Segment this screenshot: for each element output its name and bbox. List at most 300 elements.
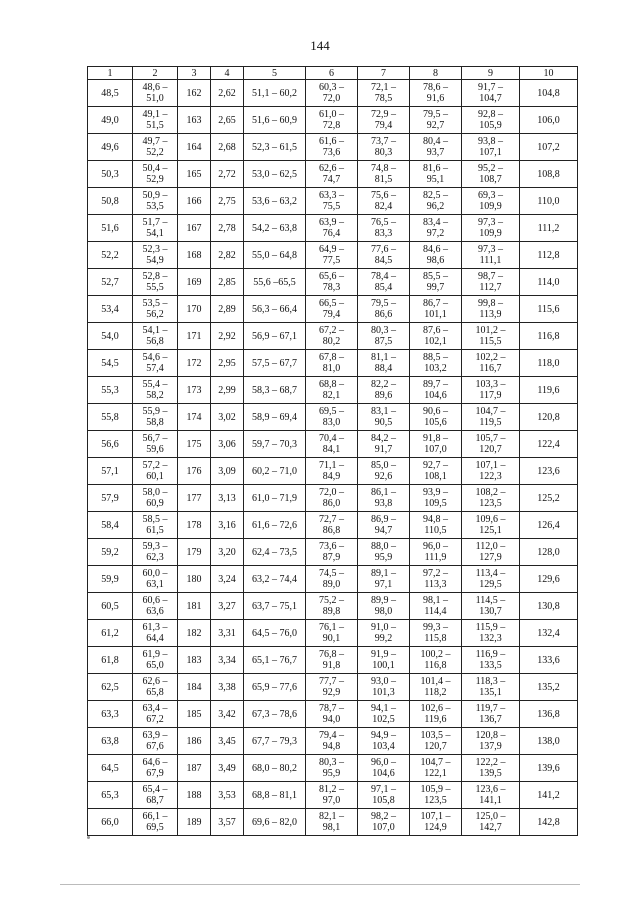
table-cell bbox=[133, 782, 178, 809]
cell-text: 80,2 bbox=[322, 336, 341, 347]
cell-text: 97,1 bbox=[374, 579, 393, 590]
table-cell bbox=[358, 485, 410, 512]
cell-text: 82,4 bbox=[374, 201, 393, 212]
table-cell bbox=[88, 512, 133, 539]
table-cell bbox=[520, 809, 578, 836]
table-cell bbox=[88, 458, 133, 485]
table-cell bbox=[133, 701, 178, 728]
cell-text: 63,2 – 74,4 bbox=[252, 573, 297, 585]
cell-text: 85,4 bbox=[374, 282, 393, 293]
cell-text: 74,7 bbox=[322, 174, 341, 185]
table-cell bbox=[178, 350, 211, 377]
table-row bbox=[88, 458, 578, 485]
table-cell bbox=[178, 512, 211, 539]
cell-text: 77,7 – bbox=[319, 676, 344, 687]
table-cell bbox=[306, 647, 358, 674]
cell-text: 98,6 bbox=[426, 255, 445, 266]
table-cell bbox=[178, 161, 211, 188]
cell-text: 125,0 – bbox=[475, 811, 506, 822]
cell-text: 174 bbox=[186, 411, 202, 423]
table-cell bbox=[462, 458, 520, 485]
cell-text: 60,1 bbox=[146, 471, 164, 482]
table-cell bbox=[133, 188, 178, 215]
table-cell bbox=[358, 512, 410, 539]
table-cell bbox=[133, 512, 178, 539]
cell-text: 105,8 bbox=[372, 795, 395, 806]
table-cell bbox=[306, 323, 358, 350]
cell-text: 62,6 – bbox=[319, 163, 344, 174]
cell-text: 138,0 bbox=[537, 735, 560, 747]
cell-text: 88,4 bbox=[374, 363, 393, 374]
cell-text: 89,7 – bbox=[423, 379, 448, 390]
table-cell bbox=[133, 269, 178, 296]
cell-text: 52,3 – 61,5 bbox=[252, 141, 297, 153]
cell-text: 2,62 bbox=[218, 87, 236, 99]
cell-text: 54,1 – bbox=[142, 325, 168, 336]
column-header: 2 bbox=[133, 67, 178, 80]
table-cell bbox=[462, 782, 520, 809]
table-cell bbox=[133, 134, 178, 161]
table-cell bbox=[410, 134, 462, 161]
table-row bbox=[88, 809, 578, 836]
cell-text: 101,2 – bbox=[475, 325, 506, 336]
cell-text: 50,4 – bbox=[142, 163, 168, 174]
table-cell bbox=[178, 620, 211, 647]
cell-text: 86,1 – bbox=[371, 487, 396, 498]
table-cell bbox=[306, 809, 358, 836]
cell-text: 90,6 – bbox=[423, 406, 448, 417]
table-cell bbox=[462, 134, 520, 161]
cell-text: 111,2 bbox=[537, 222, 560, 234]
cell-text: 91,6 bbox=[426, 93, 445, 104]
table-cell bbox=[520, 647, 578, 674]
table-cell bbox=[88, 134, 133, 161]
cell-text: 73,7 – bbox=[371, 136, 396, 147]
cell-text: 80,3 bbox=[374, 147, 393, 158]
table-cell bbox=[244, 647, 306, 674]
cell-text: 73,6 – bbox=[319, 541, 344, 552]
table-cell bbox=[462, 161, 520, 188]
cell-text: 50,9 – bbox=[142, 190, 168, 201]
cell-text: 92,6 bbox=[374, 471, 393, 482]
cell-text: 68,7 bbox=[146, 795, 164, 806]
table-row bbox=[88, 161, 578, 188]
cell-text: 94,8 bbox=[322, 741, 341, 752]
cell-text: 52,7 bbox=[101, 276, 119, 288]
cell-text: 85,5 – bbox=[423, 271, 448, 282]
table-cell bbox=[410, 107, 462, 134]
cell-text: 75,2 – bbox=[319, 595, 344, 606]
cell-text: 91,0 – bbox=[371, 622, 396, 633]
cell-text: 62,3 bbox=[146, 552, 164, 563]
table-row bbox=[88, 188, 578, 215]
cell-text: 94,0 bbox=[322, 714, 341, 725]
column-header: 8 bbox=[410, 67, 462, 80]
cell-text: 55,0 – 64,8 bbox=[252, 249, 297, 261]
cell-text: 113,4 – bbox=[475, 568, 506, 579]
table-cell bbox=[88, 755, 133, 782]
cell-text: 104,7 – bbox=[420, 757, 451, 768]
table-cell bbox=[88, 215, 133, 242]
cell-text: 98,2 – bbox=[371, 811, 396, 822]
table-cell bbox=[133, 539, 178, 566]
cell-text: 3,27 bbox=[218, 600, 236, 612]
cell-text: 120,8 bbox=[537, 411, 560, 423]
table-cell bbox=[358, 620, 410, 647]
cell-text: 83,1 – bbox=[371, 406, 396, 417]
cell-text: 51,6 bbox=[101, 222, 119, 234]
cell-text: 120,8 – bbox=[475, 730, 506, 741]
table-cell bbox=[462, 728, 520, 755]
cell-text: 84,5 bbox=[374, 255, 393, 266]
cell-text: 55,8 bbox=[101, 411, 119, 423]
table-cell bbox=[462, 620, 520, 647]
cell-text: 115,8 bbox=[424, 633, 447, 644]
table-cell bbox=[88, 539, 133, 566]
cell-text: 80,3 – bbox=[319, 757, 344, 768]
table-cell bbox=[244, 539, 306, 566]
table-cell bbox=[358, 296, 410, 323]
cell-text: 97,1 – bbox=[371, 784, 396, 795]
table-cell bbox=[520, 539, 578, 566]
table-row bbox=[88, 404, 578, 431]
table-cell bbox=[244, 512, 306, 539]
cell-text: 101,1 bbox=[424, 309, 447, 320]
cell-text: 89,0 bbox=[322, 579, 341, 590]
cell-text: 139,6 bbox=[537, 762, 560, 774]
cell-text: 60,9 bbox=[146, 498, 164, 509]
cell-text: 76,5 – bbox=[371, 217, 396, 228]
cell-text: 55,5 bbox=[146, 282, 164, 293]
cell-text: 65,0 bbox=[146, 660, 164, 671]
cell-text: 52,8 – bbox=[142, 271, 168, 282]
table-cell bbox=[178, 377, 211, 404]
table-cell bbox=[520, 242, 578, 269]
cell-text: 56,3 – 66,4 bbox=[252, 303, 297, 315]
cell-text: 82,1 bbox=[322, 390, 341, 401]
cell-text: 78,7 – bbox=[319, 703, 344, 714]
cell-text: 187 bbox=[186, 762, 202, 774]
cell-text: 57,5 – 67,7 bbox=[252, 357, 297, 369]
cell-text: 127,9 bbox=[479, 552, 502, 563]
table-cell bbox=[358, 458, 410, 485]
cell-text: 124,9 bbox=[424, 822, 447, 833]
table-row bbox=[88, 782, 578, 809]
table-cell bbox=[520, 431, 578, 458]
table-cell bbox=[244, 620, 306, 647]
table-cell bbox=[306, 80, 358, 107]
cell-text: 96,2 bbox=[426, 201, 445, 212]
table-cell bbox=[358, 242, 410, 269]
table-cell bbox=[88, 161, 133, 188]
cell-text: 123,5 bbox=[424, 795, 447, 806]
cell-text: 98,1 – bbox=[423, 595, 448, 606]
column-header: 7 bbox=[358, 67, 410, 80]
cell-text: 79,4 bbox=[374, 120, 393, 131]
cell-text: 64,6 – bbox=[142, 757, 168, 768]
table-cell bbox=[178, 269, 211, 296]
cell-text: 97,3 – bbox=[478, 244, 503, 255]
cell-text: 112,0 – bbox=[475, 541, 506, 552]
cell-text: 63,3 bbox=[101, 708, 119, 720]
table-cell bbox=[358, 431, 410, 458]
table-cell bbox=[244, 242, 306, 269]
table-cell bbox=[244, 404, 306, 431]
table-cell bbox=[88, 593, 133, 620]
table-cell bbox=[211, 782, 244, 809]
table-cell bbox=[306, 269, 358, 296]
table-cell bbox=[133, 485, 178, 512]
cell-text: 97,2 bbox=[426, 228, 445, 239]
cell-text: 50,8 bbox=[101, 195, 119, 207]
cell-text: 120,7 bbox=[479, 444, 502, 455]
cell-text: 51,0 bbox=[146, 93, 164, 104]
cell-text: 3,09 bbox=[218, 465, 236, 477]
table-cell bbox=[133, 242, 178, 269]
cell-text: 51,7 – bbox=[142, 217, 168, 228]
cell-text: 162 bbox=[186, 87, 202, 99]
cell-text: 69,5 bbox=[146, 822, 164, 833]
cell-text: 58,5 – bbox=[142, 514, 168, 525]
cell-text: 65,9 – 77,6 bbox=[252, 681, 297, 693]
cell-text: 129,5 bbox=[479, 579, 502, 590]
cell-text: 114,5 – bbox=[475, 595, 506, 606]
page-number: 144 bbox=[310, 38, 330, 53]
table-cell bbox=[520, 512, 578, 539]
cell-text: 115,5 bbox=[479, 336, 502, 347]
table-cell bbox=[306, 215, 358, 242]
table-cell bbox=[306, 782, 358, 809]
table-cell bbox=[520, 134, 578, 161]
cell-text: 89,1 – bbox=[371, 568, 396, 579]
table-cell bbox=[244, 674, 306, 701]
cell-text: 106,0 bbox=[537, 114, 560, 126]
cell-text: 84,6 – bbox=[423, 244, 448, 255]
cell-text: 54,2 – 63,8 bbox=[252, 222, 297, 234]
cell-text: 64,5 – 76,0 bbox=[252, 627, 297, 639]
cell-text: 68,8 – bbox=[319, 379, 344, 390]
cell-text: 120,7 bbox=[424, 741, 447, 752]
cell-text: 77,5 bbox=[322, 255, 341, 266]
table-cell bbox=[88, 809, 133, 836]
table-cell bbox=[410, 647, 462, 674]
cell-text: 132,3 bbox=[479, 633, 502, 644]
cell-text: 89,6 bbox=[374, 390, 393, 401]
cell-text: 75,6 – bbox=[371, 190, 396, 201]
table-cell bbox=[178, 80, 211, 107]
cell-text: 61,6 – 72,6 bbox=[252, 519, 297, 531]
cell-text: 76,4 bbox=[322, 228, 341, 239]
cell-text: 119,5 bbox=[479, 417, 502, 428]
table-cell bbox=[306, 620, 358, 647]
column-header: 10 bbox=[520, 67, 578, 80]
cell-text: 119,7 – bbox=[475, 703, 506, 714]
table-cell bbox=[306, 431, 358, 458]
cell-text: 78,5 bbox=[374, 93, 393, 104]
table-row bbox=[88, 215, 578, 242]
table-cell bbox=[520, 350, 578, 377]
column-header: 3 bbox=[178, 67, 211, 80]
cell-text: 58,9 – 69,4 bbox=[252, 411, 297, 423]
cell-text: 102,5 bbox=[372, 714, 395, 725]
table-cell bbox=[178, 296, 211, 323]
table-cell bbox=[358, 161, 410, 188]
cell-text: 122,2 – bbox=[475, 757, 506, 768]
cell-text: 80,4 – bbox=[423, 136, 448, 147]
table-cell bbox=[211, 296, 244, 323]
cell-text: 62,6 – bbox=[142, 676, 168, 687]
table-cell bbox=[520, 296, 578, 323]
cell-text: 129,6 bbox=[537, 573, 560, 585]
data-table bbox=[87, 66, 578, 836]
cell-text: 105,9 bbox=[479, 120, 502, 131]
cell-text: 186 bbox=[186, 735, 202, 747]
cell-text: 3,38 bbox=[218, 681, 236, 693]
cell-text: 109,6 – bbox=[475, 514, 506, 525]
cell-text: 184 bbox=[186, 681, 202, 693]
cell-text: 2,78 bbox=[218, 222, 236, 234]
table-cell bbox=[88, 269, 133, 296]
cell-text: 79,5 – bbox=[371, 298, 396, 309]
cell-text: 178 bbox=[186, 519, 202, 531]
table-row bbox=[88, 512, 578, 539]
cell-text: 135,1 bbox=[479, 687, 502, 698]
cell-text: 109,9 bbox=[479, 201, 502, 212]
cell-text: 93,8 – bbox=[478, 136, 503, 147]
table-cell bbox=[306, 404, 358, 431]
cell-text: 107,1 – bbox=[420, 811, 451, 822]
cell-text: 56,6 bbox=[101, 438, 119, 450]
cell-text: 104,7 bbox=[479, 93, 502, 104]
cell-text: 63,8 bbox=[101, 735, 119, 747]
table-cell bbox=[358, 215, 410, 242]
cell-text: 61,5 bbox=[146, 525, 164, 536]
table-cell bbox=[88, 431, 133, 458]
table-row bbox=[88, 728, 578, 755]
table-cell bbox=[178, 107, 211, 134]
table-cell bbox=[358, 107, 410, 134]
cell-text: 56,2 bbox=[146, 309, 164, 320]
cell-text: 83,4 – bbox=[423, 217, 448, 228]
cell-text: 86,0 bbox=[322, 498, 341, 509]
cell-text: 61,2 bbox=[101, 627, 119, 639]
table-cell bbox=[410, 161, 462, 188]
cell-text: 67,3 – 78,6 bbox=[252, 708, 297, 720]
cell-text: 107,1 bbox=[479, 147, 502, 158]
cell-text: 55,3 bbox=[101, 384, 119, 396]
cell-text: 59,6 bbox=[146, 444, 164, 455]
cell-text: 183 bbox=[186, 654, 202, 666]
cell-text: 53,0 – 62,5 bbox=[252, 168, 297, 180]
cell-text: 63,3 – bbox=[319, 190, 344, 201]
cell-text: 52,3 – bbox=[142, 244, 168, 255]
cell-text: 57,4 bbox=[146, 363, 164, 374]
cell-text: 185 bbox=[186, 708, 202, 720]
table-cell bbox=[211, 674, 244, 701]
cell-text: 84,2 – bbox=[371, 433, 396, 444]
table-cell bbox=[520, 107, 578, 134]
table-cell bbox=[410, 701, 462, 728]
cell-text: 3,53 bbox=[218, 789, 236, 801]
table-row bbox=[88, 107, 578, 134]
cell-text: 118,0 bbox=[537, 357, 560, 369]
table-cell bbox=[462, 188, 520, 215]
cell-text: 105,7 – bbox=[475, 433, 506, 444]
cell-text: 81,2 – bbox=[319, 784, 344, 795]
table-cell bbox=[133, 755, 178, 782]
cell-text: 59,7 – 70,3 bbox=[252, 438, 297, 450]
table-row bbox=[88, 593, 578, 620]
cell-text: 91,8 bbox=[322, 660, 341, 671]
table-cell bbox=[358, 755, 410, 782]
table-cell bbox=[211, 485, 244, 512]
table-cell bbox=[462, 404, 520, 431]
cell-text: 116,8 bbox=[537, 330, 560, 342]
cell-text: 103,2 bbox=[424, 363, 447, 374]
cell-text: 50,3 bbox=[101, 168, 119, 180]
cell-text: 113,9 bbox=[479, 309, 502, 320]
cell-text: 65,8 bbox=[146, 687, 164, 698]
table-cell bbox=[306, 296, 358, 323]
table-cell bbox=[306, 512, 358, 539]
table-cell bbox=[358, 269, 410, 296]
cell-text: 122,3 bbox=[479, 471, 502, 482]
cell-text: 93,9 – bbox=[423, 487, 448, 498]
cell-text: 78,4 – bbox=[371, 271, 396, 282]
cell-text: 60,0 – bbox=[142, 568, 168, 579]
table-cell bbox=[410, 458, 462, 485]
table-cell bbox=[178, 188, 211, 215]
cell-text: 98,1 bbox=[322, 822, 341, 833]
cell-text: 114,4 bbox=[424, 606, 447, 617]
cell-text: 119,6 bbox=[537, 384, 560, 396]
table-row bbox=[88, 296, 578, 323]
cell-text: 103,5 – bbox=[420, 730, 451, 741]
table-cell bbox=[306, 485, 358, 512]
cell-text: 115,6 bbox=[537, 303, 560, 315]
cell-text: 2,99 bbox=[218, 384, 236, 396]
cell-text: 61,0 – 71,9 bbox=[252, 492, 297, 504]
table-cell bbox=[88, 80, 133, 107]
cell-text: 65,6 – bbox=[319, 271, 344, 282]
table-cell bbox=[133, 674, 178, 701]
table-cell bbox=[306, 728, 358, 755]
table-cell bbox=[88, 782, 133, 809]
cell-text: 112,8 bbox=[537, 249, 560, 261]
table-cell bbox=[133, 431, 178, 458]
cell-text: 76,8 – bbox=[319, 649, 344, 660]
table-cell bbox=[462, 809, 520, 836]
table-cell bbox=[88, 647, 133, 674]
table-cell bbox=[88, 728, 133, 755]
cell-text: 102,6 – bbox=[420, 703, 451, 714]
cell-text: 123,5 bbox=[479, 498, 502, 509]
cell-text: 177 bbox=[186, 492, 202, 504]
table-row bbox=[88, 566, 578, 593]
table-cell bbox=[462, 593, 520, 620]
table-cell bbox=[88, 485, 133, 512]
cell-text: 125,2 bbox=[537, 492, 560, 504]
table-cell bbox=[358, 809, 410, 836]
table-cell bbox=[244, 215, 306, 242]
table-cell bbox=[410, 404, 462, 431]
cell-text: 51,6 – 60,9 bbox=[252, 114, 297, 126]
cell-text: 116,7 bbox=[479, 363, 502, 374]
table-cell bbox=[306, 377, 358, 404]
cell-text: 54,5 bbox=[101, 357, 119, 369]
cell-text: 82,5 – bbox=[423, 190, 448, 201]
table-cell bbox=[211, 566, 244, 593]
